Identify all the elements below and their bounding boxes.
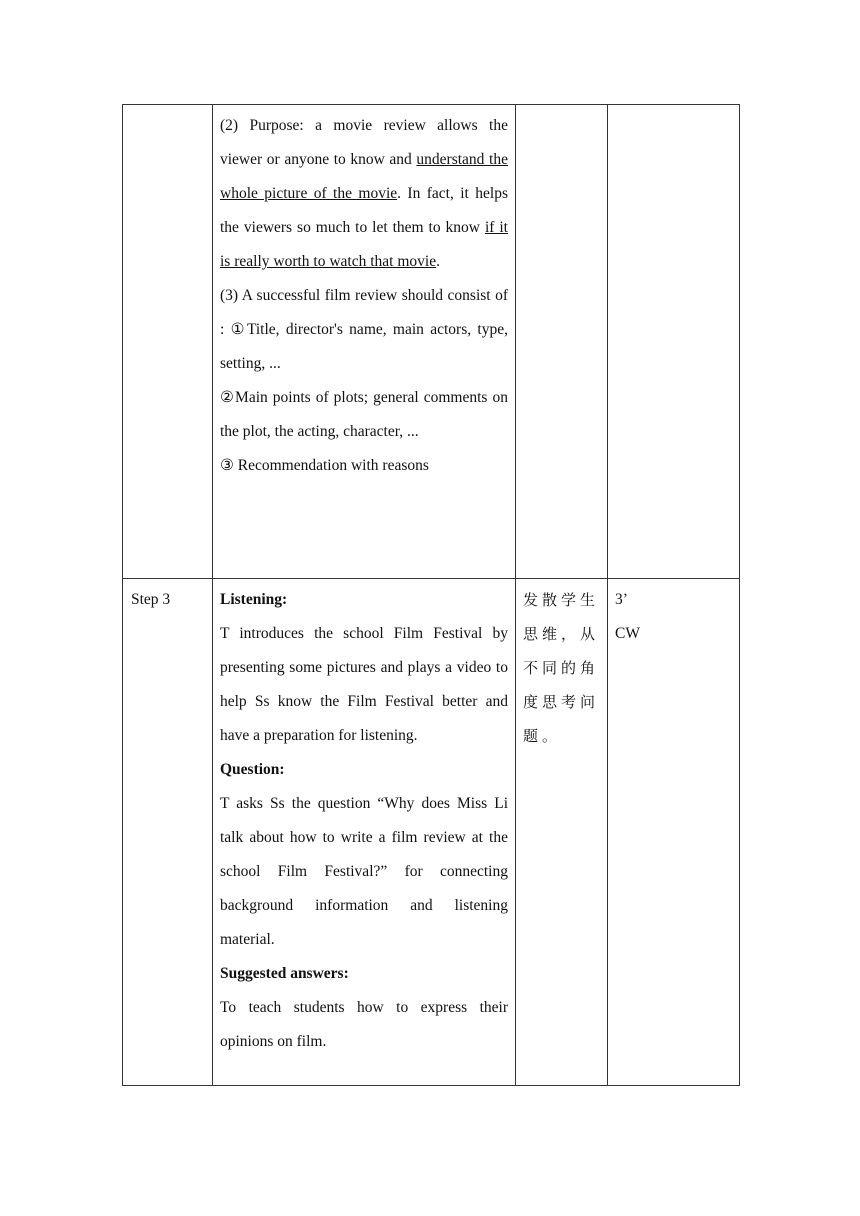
lesson-plan-table bbox=[122, 104, 740, 1086]
underlined-phrase: if it is really worth to watch that movie bbox=[220, 219, 508, 270]
purpose-cell-empty bbox=[516, 105, 608, 579]
mode-value: CW bbox=[615, 625, 640, 642]
procedure-cell bbox=[213, 579, 516, 1086]
table-row bbox=[123, 579, 740, 1086]
step-cell bbox=[123, 579, 213, 1086]
time-mode-cell bbox=[608, 579, 740, 1086]
listening-text: T introduces the school Film Festival by presenting some pictures and plays a video to help Ss know the Film Festival better and have a preparation for listening. bbox=[220, 625, 508, 744]
step-label: Step 3 bbox=[131, 591, 171, 608]
question-heading: Question: bbox=[220, 761, 285, 778]
underlined-phrase: understand the whole picture of the movie bbox=[220, 151, 508, 202]
question-text: T asks Ss the question “Why does Miss Li talk about how to write a film review at the school Film Festival?” for connecting background information and listening material. bbox=[220, 795, 508, 948]
purpose-paragraph: (2) Purpose: a movie review allows the viewer or anyone to know and understand the whole picture of the movie. In fact, it helps the viewers so much to let them to know if it is really worth to watch that movie. bbox=[220, 117, 508, 270]
listening-heading: Listening: bbox=[220, 591, 288, 608]
successful-review-paragraph: (3) A successful film review should consist of : ①Title, director's name, main actors, type, setting, ... bbox=[220, 287, 508, 372]
answers-text: To teach students how to express their opinions on film. bbox=[220, 999, 508, 1050]
design-purpose-text: 发散学生思维，从不同的角度思考问题。 bbox=[523, 591, 600, 745]
table-row bbox=[123, 105, 740, 579]
answers-heading: Suggested answers: bbox=[220, 965, 349, 982]
time-cell-empty bbox=[608, 105, 740, 579]
point-two: ②Main points of plots; general comments on the plot, the acting, character, ... bbox=[220, 389, 508, 440]
design-purpose-cell bbox=[516, 579, 608, 1086]
time-value: 3’ bbox=[615, 591, 628, 608]
step-cell-empty bbox=[123, 105, 213, 579]
procedure-cell bbox=[213, 105, 516, 579]
point-three: ③ Recommendation with reasons bbox=[220, 457, 429, 474]
